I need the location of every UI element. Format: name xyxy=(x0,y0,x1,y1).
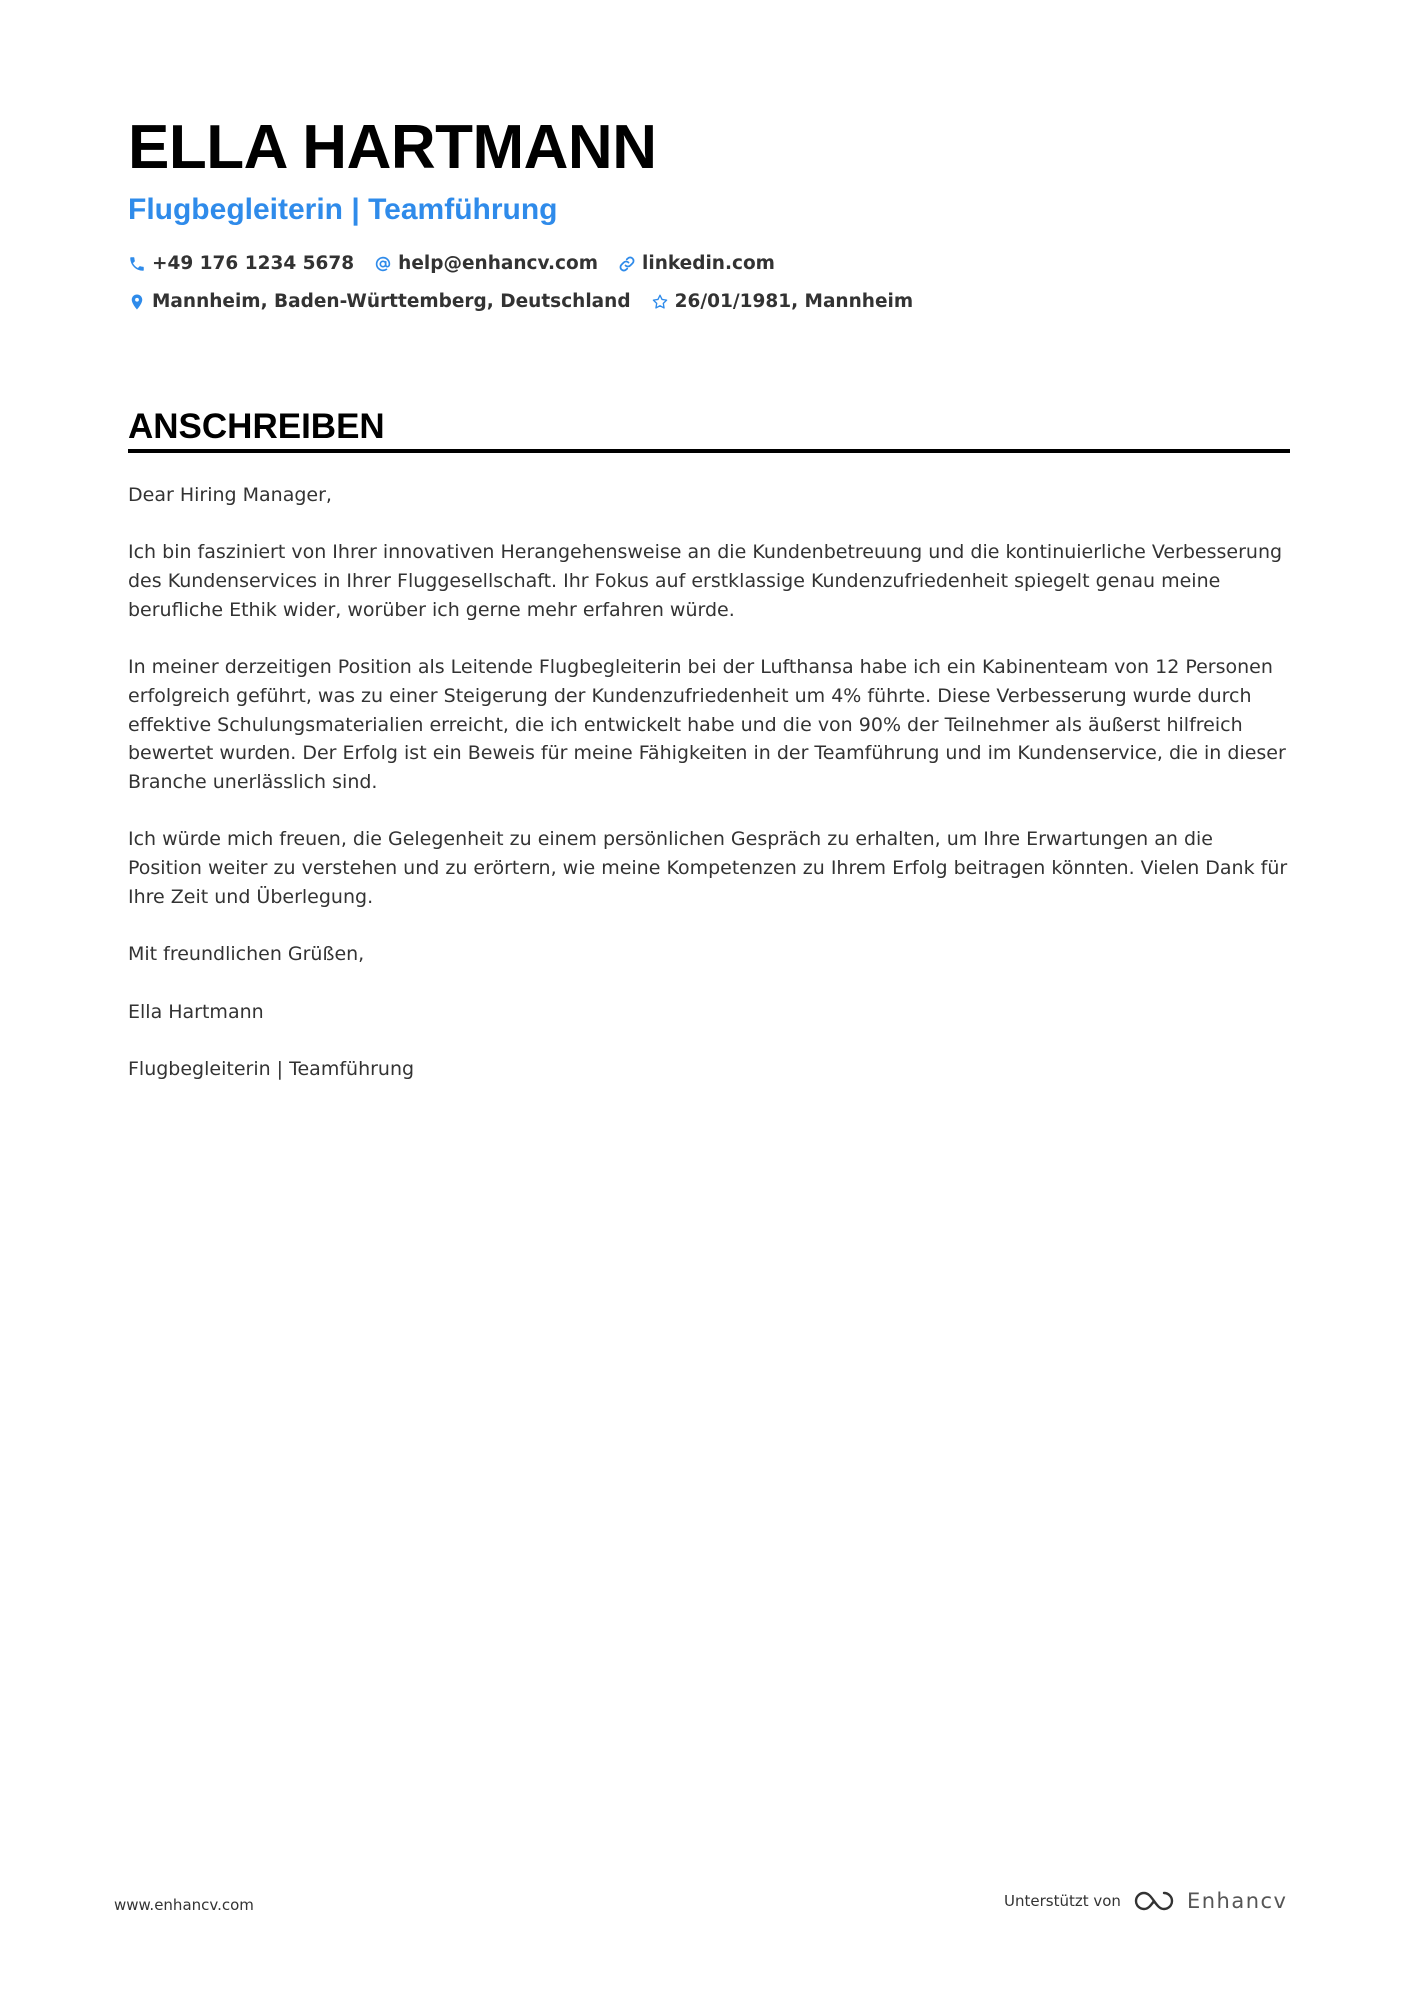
brand-name: Enhancv xyxy=(1186,1889,1288,1913)
email-text: help@enhancv.com xyxy=(398,253,599,274)
signature-name: Ella Hartmann xyxy=(128,1000,264,1023)
section-title: ANSCHREIBEN xyxy=(128,407,385,446)
powered-by-text: Unterstützt von xyxy=(1004,1892,1121,1910)
link-icon xyxy=(618,255,636,273)
letter-closing: Mit freundlichen Grüßen, xyxy=(128,943,365,966)
contact-email[interactable] xyxy=(374,252,598,276)
contact-birth xyxy=(651,290,914,314)
applicant-title: Flugbegleiterin | Teamführung xyxy=(128,193,558,226)
contact-location xyxy=(128,290,631,314)
letter-greeting: Dear Hiring Manager, xyxy=(128,484,332,506)
letter-paragraph: Ich bin fasziniert von Ihrer innovativen Herangehensweise an die Kundenbetreuung und die kontinuierliche Verbesserung des Kundenservices in Ihrer Fluggesellschaft. Ihr Fokus auf erstklassige Kundenzufriedenheit spiegelt genau meine berufliche Ethik wider, worüber ich gerne mehr erfahren würde. xyxy=(128,541,1283,621)
signature-title: Flugbegleiterin | Teamführung xyxy=(128,1057,415,1080)
birth-text: 26/01/1981, Mannheim xyxy=(674,291,914,312)
contact-info xyxy=(128,252,1290,314)
section-divider xyxy=(128,449,1290,453)
location-pin-icon xyxy=(128,293,146,311)
linkedin-text: linkedin.com xyxy=(642,253,775,274)
contact-phone xyxy=(128,252,354,276)
location-text: Mannheim, Baden-Württemberg, Deutschland xyxy=(152,291,631,312)
footer-website[interactable]: www.enhancv.com xyxy=(114,1896,254,1914)
star-icon xyxy=(651,293,669,311)
phone-text: +49 176 1234 5678 xyxy=(152,253,355,274)
letter-body xyxy=(128,481,1290,1112)
footer-branding[interactable] xyxy=(1004,1887,1287,1915)
letter-paragraph: In meiner derzeitigen Position als Leitende Flugbegleiterin bei der Lufthansa habe ich ein Kabinenteam von 12 Personen erfolgreich geführt, was zu einer Steigerung der Kundenzufriedenheit um 4% führte. Diese Verbesserung wurde durch effektive Schulungsmaterialien erreicht, die ich entwickelt habe und die von 90% der Teilnehmer als äußerst hilfreich bewertet wurden. Der Erfolg ist ein Beweis für meine Fähigkeiten in der Teamführung und im Kundenservice, die in dieser Branche unerlässlich sind. xyxy=(128,656,1286,793)
enhancv-logo-icon xyxy=(1131,1887,1177,1915)
applicant-name: ELLA HARTMANN xyxy=(128,113,657,182)
letter-paragraph: Ich würde mich freuen, die Gelegenheit zu einem persönlichen Gespräch zu erhalten, um Ihre Erwartungen an die Position weiter zu verstehen und zu erörtern, wie meine Kompetenzen zu Ihrem Erfolg beitragen könnten. Vielen Dank für Ihre Zeit und Überlegung. xyxy=(128,828,1288,908)
contact-linkedin[interactable] xyxy=(618,252,775,276)
phone-icon xyxy=(128,255,146,273)
at-icon xyxy=(374,255,392,273)
